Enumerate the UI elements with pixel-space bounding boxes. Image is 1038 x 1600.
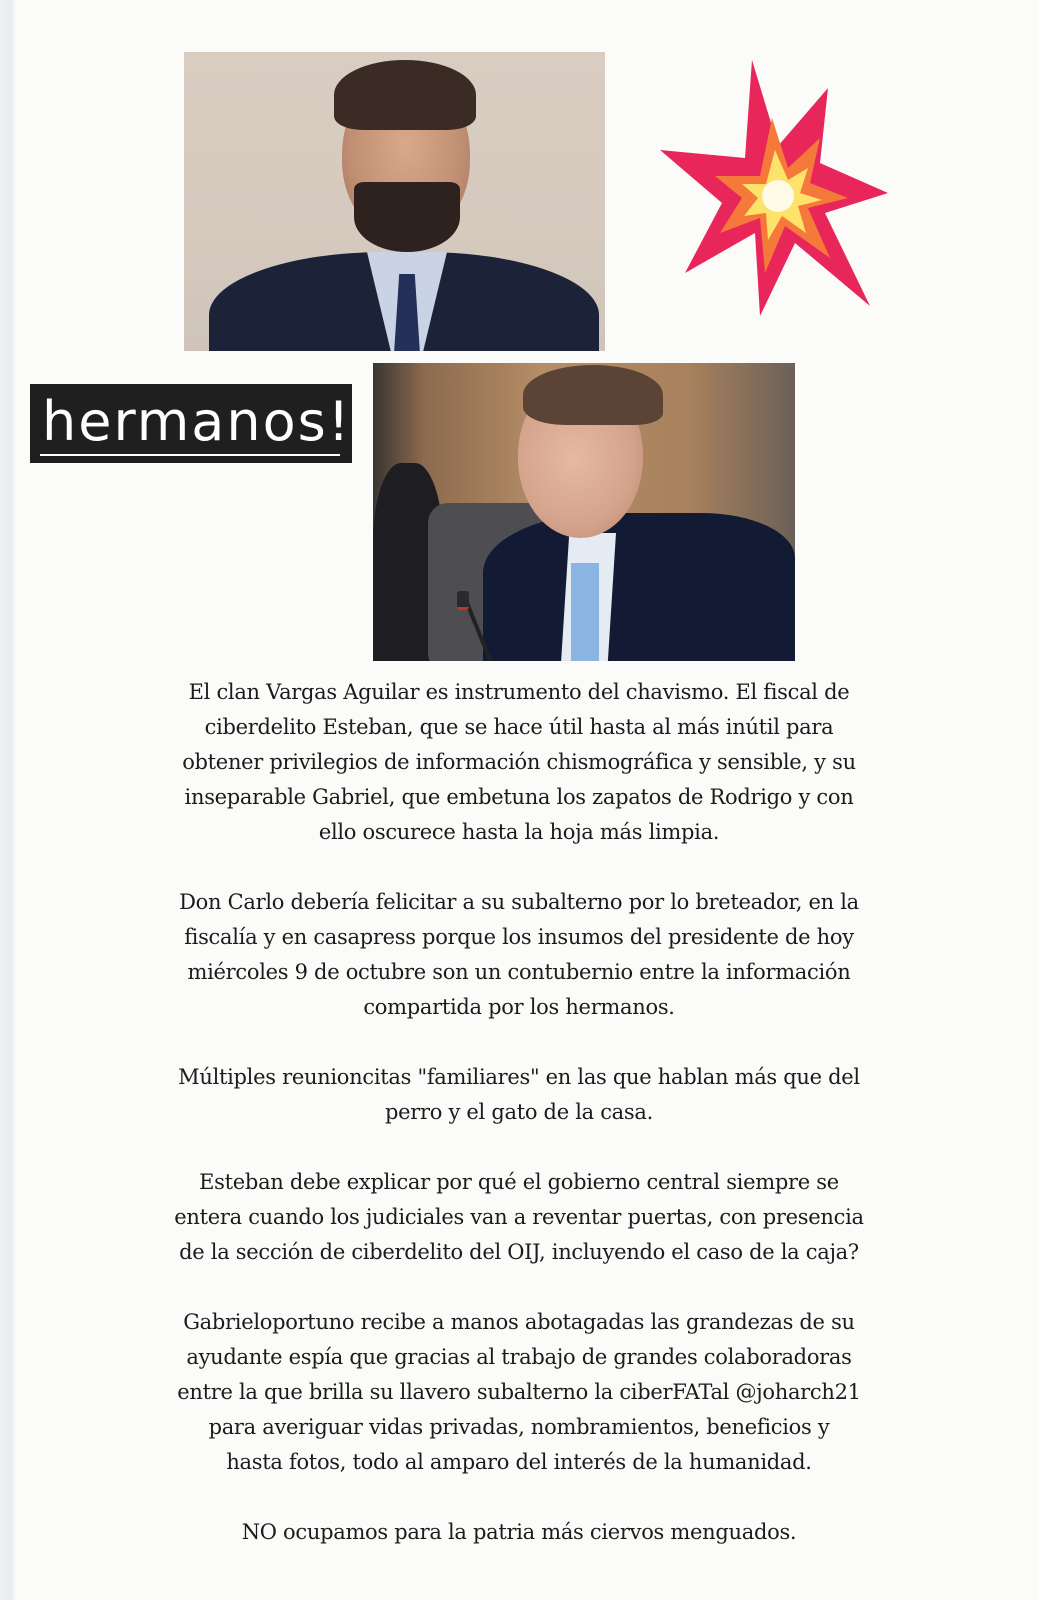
bottom-photo-suit	[483, 513, 795, 661]
paragraph-3	[140, 1060, 898, 1130]
text-line: ayudante espía que gracias al trabajo de grandes colaboradoras	[186, 1345, 852, 1369]
text-line: inseparable Gabriel, que embetuna los zapatos de Rodrigo y con	[184, 785, 854, 809]
text-line: NO ocupamos para la patria más ciervos menguados.	[241, 1520, 797, 1544]
top-photo-beard	[354, 182, 460, 252]
text-line: El clan Vargas Aguilar es instrumento del chavismo. El fiscal de	[188, 680, 850, 704]
tag-underline	[40, 454, 340, 456]
text-line: miércoles 9 de octubre son un contubernio entre la información	[187, 960, 851, 984]
tag-label: hermanos!	[42, 390, 352, 453]
paragraph-6	[140, 1515, 898, 1550]
text-line: fiscalía y en casapress porque los insumos del presidente de hoy	[184, 925, 854, 949]
text-line: entera cuando los judiciales van a reventar puertas, con presencia	[174, 1205, 864, 1229]
bottom-photo	[373, 363, 795, 661]
text-line: hasta fotos, todo al amparo del interés de la humanidad.	[226, 1450, 812, 1474]
paragraph-5	[140, 1305, 898, 1480]
text-line: Esteban debe explicar por qué el gobierno central siempre se	[199, 1170, 839, 1194]
collision-icon	[660, 58, 905, 318]
text-line: entre la que brilla su llavero subalterno la ciberFATal @joharch21	[177, 1380, 861, 1404]
paragraph-1	[140, 675, 898, 850]
left-edge-shadow	[0, 0, 15, 1600]
paragraph-2	[140, 885, 898, 1025]
text-line: Múltiples reunioncitas "familiares" en las que hablan más que del	[178, 1065, 860, 1089]
article-body	[140, 675, 898, 1585]
text-line: ciberdelito Esteban, que se hace útil hasta al más inútil para	[204, 715, 834, 739]
text-line: de la sección de ciberdelito del OIJ, incluyendo el caso de la caja?	[179, 1240, 859, 1264]
bottom-photo-tie	[571, 563, 599, 661]
top-photo-hair	[334, 60, 476, 130]
text-line: ello oscurece hasta la hoja más limpia.	[318, 820, 720, 844]
microphone-icon	[457, 591, 469, 610]
text-line: perro y el gato de la casa.	[385, 1100, 653, 1124]
text-line: Gabrieloportuno recibe a manos abotagadas las grandezas de su	[183, 1310, 855, 1334]
bottom-photo-hair	[523, 365, 663, 425]
top-photo	[184, 52, 605, 351]
text-line: para averiguar vidas privadas, nombramientos, beneficios y	[208, 1415, 830, 1439]
paragraph-4	[140, 1165, 898, 1270]
text-line: Don Carlo debería felicitar a su subalterno por lo breteador, en la	[179, 890, 859, 914]
hermanos-tag	[30, 384, 352, 463]
text-line: compartida por los hermanos.	[363, 995, 675, 1019]
text-line: obtener privilegios de información chismográfica y sensible, y su	[182, 750, 856, 774]
